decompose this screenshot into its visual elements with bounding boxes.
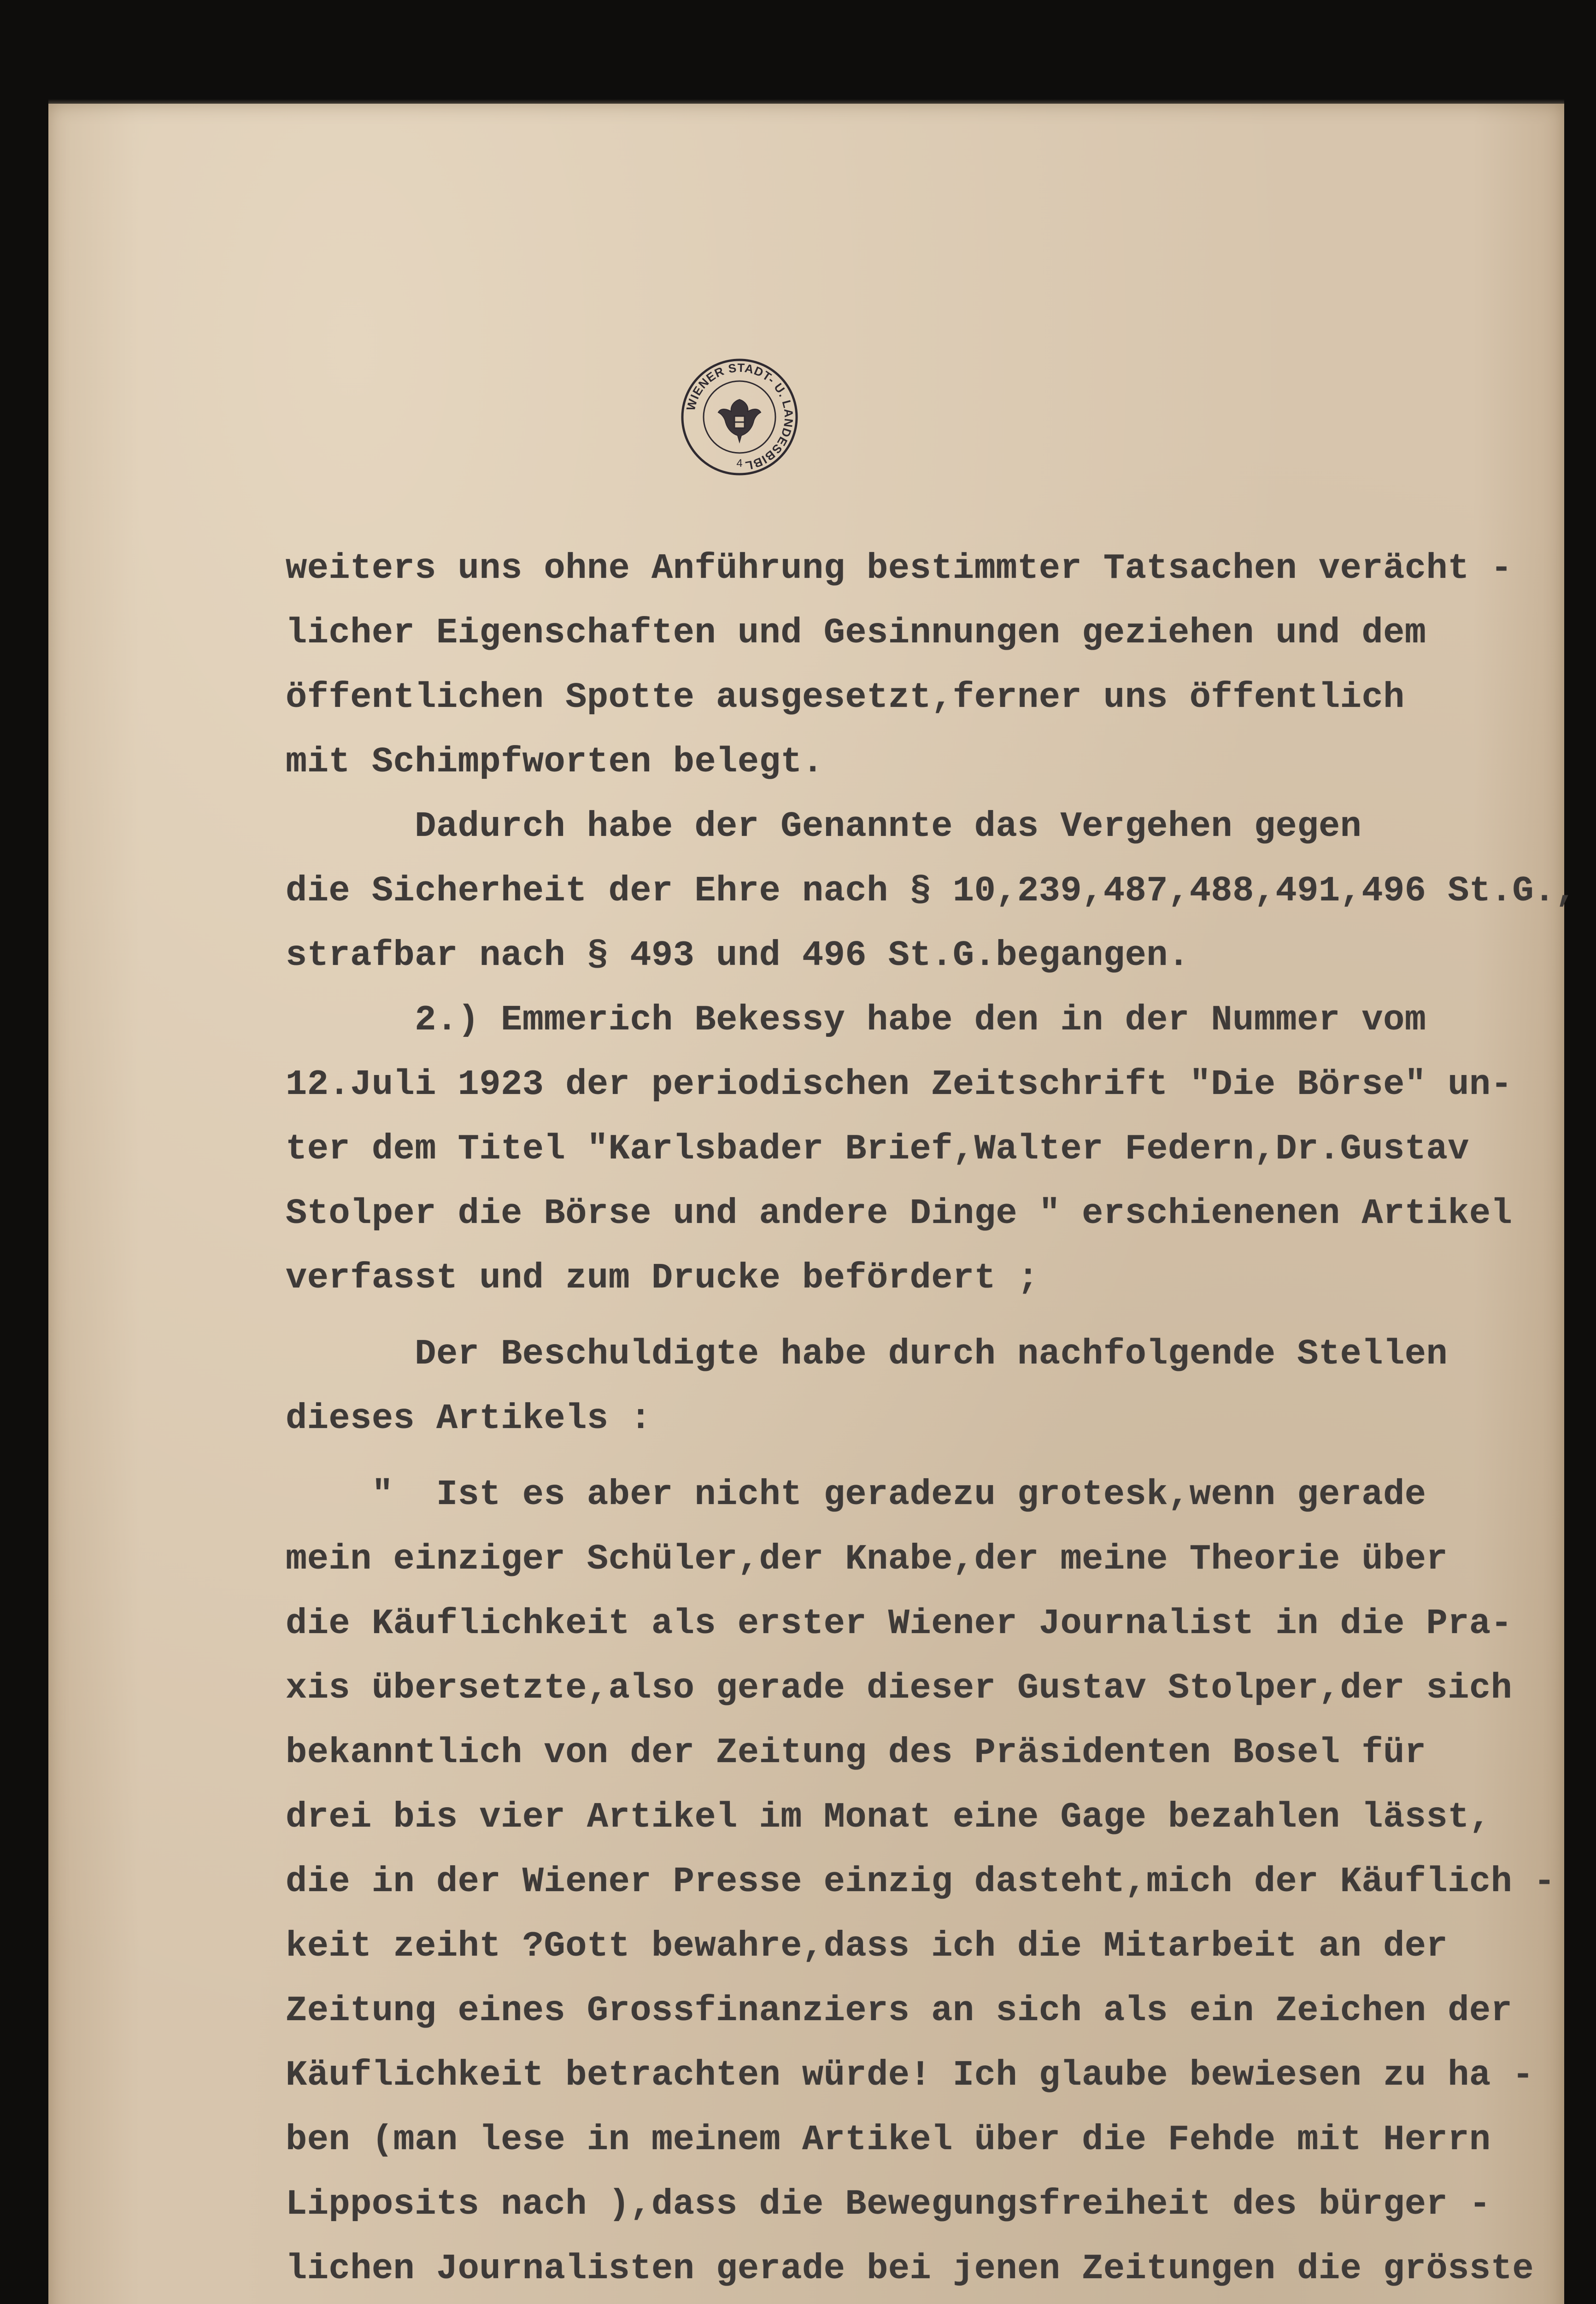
text-line: 2.) Emmerich Bekessy habe den in der Nummer vom bbox=[286, 1000, 1426, 1040]
text-line: keit zeiht ?Gott bewahre,dass ich die Mitarbeit an der bbox=[286, 1927, 1448, 1967]
typed-text-body bbox=[286, 537, 1577, 2304]
text-line: Stolper die Börse und andere Dinge " erschienenen Artikel bbox=[286, 1194, 1513, 1234]
text-line: Der Beschuldigte habe durch nachfolgende Stellen bbox=[286, 1334, 1448, 1375]
text-line: strafbar nach § 493 und 496 St.G.begangen. bbox=[286, 936, 1190, 976]
text-line: drei bis vier Artikel im Monat eine Gage bezahlen lässt, bbox=[286, 1798, 1491, 1838]
text-line bbox=[286, 2302, 1539, 2304]
text-line: verfasst und zum Drucke befördert ; bbox=[286, 1258, 1039, 1299]
paragraph-gap bbox=[286, 1452, 1539, 1463]
text-line: lichen Journalisten gerade bei jenen Zeitungen die grösste bbox=[286, 2249, 1534, 2289]
text-line: ben (man lese in meinem Artikel über die Fehde mit Herrn bbox=[286, 2120, 1491, 2160]
text-line: die Sicherheit der Ehre nach § 10,239,487,488,491,496 St.G., bbox=[286, 871, 1577, 911]
library-stamp bbox=[680, 357, 799, 477]
text-line: die in der Wiener Presse einzig dasteht,mich der Käuflich - bbox=[286, 1862, 1555, 1902]
text-line: mein einziger Schüler,der Knabe,der meine Theorie über bbox=[286, 1540, 1448, 1580]
text-line: 12.Juli 1923 der periodischen Zeitschrift "Die Börse" un- bbox=[286, 1065, 1513, 1105]
stamp-seal-icon bbox=[680, 357, 799, 477]
paragraph-gap bbox=[286, 1311, 1539, 1322]
text-line: bekanntlich von der Zeitung des Präsidenten Bosel für bbox=[286, 1733, 1426, 1773]
text-line: Käuflichkeit betrachten würde! Ich glaube bewiesen zu ha - bbox=[286, 2056, 1534, 2096]
text-line: mit Schimpfworten belegt. bbox=[286, 742, 824, 782]
text-line: Zeitung eines Grossfinanziers an sich als ein Zeichen der bbox=[286, 1991, 1513, 2031]
stamp-number: 4 bbox=[736, 457, 743, 470]
stamp-ring-text: WIENER STADT- U. LANDESBIBL bbox=[683, 360, 796, 473]
text-line: öffentlichen Spotte ausgesetzt,ferner uns öffentlich bbox=[286, 678, 1405, 718]
text-line: Lipposits nach ),dass die Bewegungsfreiheit des bürger - bbox=[286, 2185, 1491, 2225]
text-line: Dadurch habe der Genannte das Vergehen gegen bbox=[286, 807, 1362, 847]
text-line: dieses Artikels : bbox=[286, 1399, 652, 1439]
text-line: xis übersetzte,also gerade dieser Gustav Stolper,der sich bbox=[286, 1669, 1513, 1709]
text-line: weiters uns ohne Anführung bestimmter Tatsachen verächt - bbox=[286, 549, 1513, 589]
text-line: " Ist es aber nicht geradezu grotesk,wenn gerade bbox=[286, 1475, 1426, 1515]
text-line: die Käuflichkeit als erster Wiener Journalist in die Pra- bbox=[286, 1604, 1513, 1644]
text-line: licher Eigenschaften und Gesinnungen geziehen und dem bbox=[286, 613, 1426, 653]
text-line: ter dem Titel "Karlsbader Brief,Walter Federn,Dr.Gustav bbox=[286, 1129, 1469, 1170]
